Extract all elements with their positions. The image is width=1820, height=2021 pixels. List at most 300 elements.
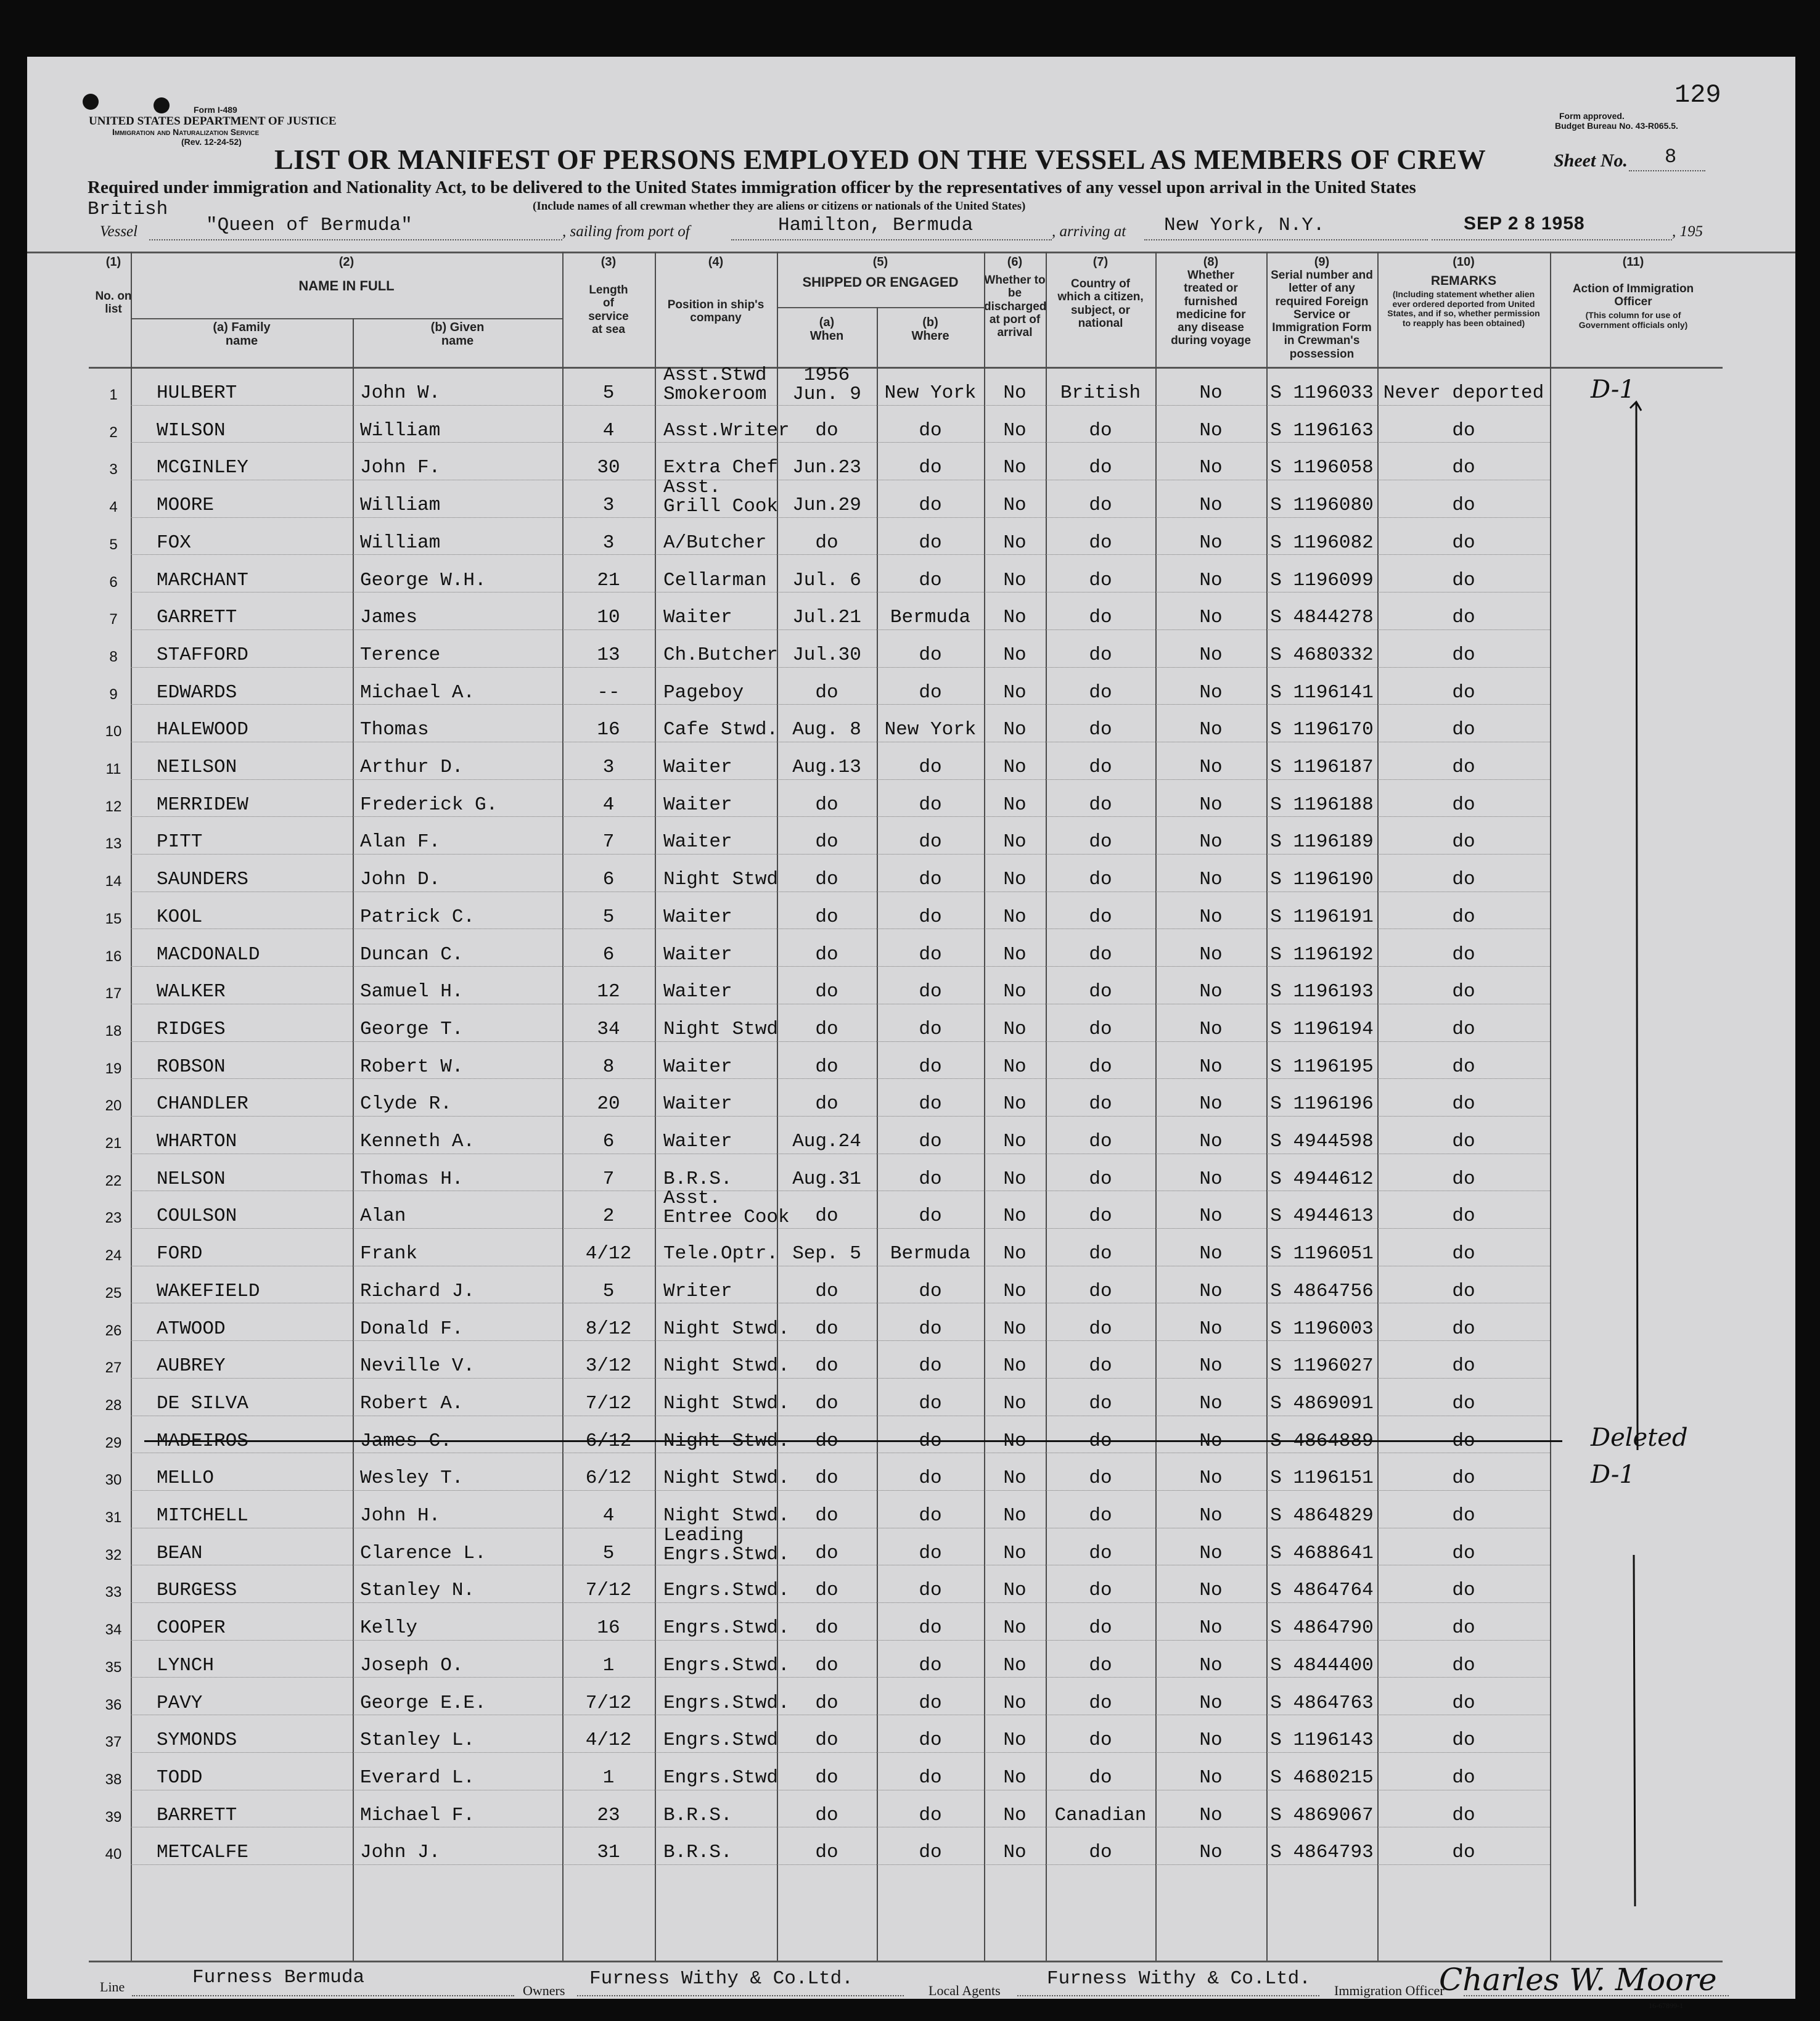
discharged-cell (984, 1117, 1046, 1155)
serial-number: S 4864763 (1270, 1692, 1374, 1714)
given-name-cell (360, 1791, 562, 1829)
row-number-cell (89, 1491, 138, 1529)
country: do (1089, 1318, 1112, 1340)
remarks: do (1452, 419, 1475, 441)
length-of-service-cell (562, 1828, 655, 1866)
family-name-cell (157, 1192, 353, 1229)
shipped-when-cell (777, 1604, 877, 1641)
discharged-cell (984, 1529, 1046, 1567)
table-row (27, 1155, 1795, 1192)
medicine-cell (1155, 369, 1266, 406)
row-number-cell (89, 1641, 138, 1679)
position: B.R.S. (663, 1842, 732, 1864)
discharged: No (1003, 1842, 1027, 1864)
family-name: MACDONALD (157, 943, 260, 965)
table-row (27, 1342, 1795, 1379)
length-of-service-cell (562, 967, 655, 1005)
medicine: No (1199, 793, 1223, 816)
country-cell (1046, 481, 1155, 519)
country: do (1089, 607, 1112, 629)
medicine-cell (1155, 1005, 1266, 1043)
family-name-cell (157, 593, 353, 631)
sailing-label: , sailing from port of (562, 223, 690, 240)
shipped-when-cell (777, 519, 877, 556)
discharged: No (1003, 869, 1027, 891)
length-of-service-cell (562, 1716, 655, 1753)
medicine-cell (1155, 1379, 1266, 1417)
given-name-cell (360, 1080, 562, 1117)
length-of-service-cell (562, 631, 655, 668)
shipped-when-cell (777, 743, 877, 781)
immigration-action-cell (1591, 369, 1714, 406)
given-name: Kenneth A. (360, 1131, 475, 1152)
given-name: William (360, 419, 441, 441)
remarks: do (1452, 756, 1475, 778)
length-of-service-cell (562, 1566, 655, 1604)
length-of-service: 3 (602, 756, 615, 778)
punch-hole (83, 94, 99, 110)
position-line-1: Asst. (663, 477, 721, 499)
discharged: No (1003, 1692, 1027, 1714)
discharged: No (1003, 1318, 1027, 1340)
length-of-service: 3 (602, 531, 615, 554)
length-of-service-cell (562, 406, 655, 444)
shipped-where-cell (877, 1305, 984, 1342)
discharged-cell (984, 930, 1046, 968)
sheet-number: 8 (1665, 146, 1677, 168)
position-cell (663, 1524, 790, 1567)
shipped-when-cell (777, 406, 877, 444)
remarks-cell (1377, 1229, 1550, 1267)
row-number-cell (89, 855, 138, 893)
remarks: do (1452, 1243, 1475, 1265)
discharged-cell (984, 1417, 1046, 1454)
table-row (27, 1005, 1795, 1043)
given-name-cell (360, 556, 562, 594)
serial-number: S 4864790 (1270, 1617, 1374, 1639)
table-row (27, 1679, 1795, 1716)
shipped-when: do (815, 1580, 838, 1602)
discharged: No (1003, 1804, 1027, 1826)
country-cell (1046, 855, 1155, 893)
col-6-header: Whether to be discharged at port of arrival (984, 274, 1047, 340)
row-rule (131, 554, 1550, 555)
given-name: Wesley T. (360, 1467, 464, 1490)
country: do (1089, 644, 1112, 666)
family-name: PAVY (157, 1692, 203, 1714)
serial-number-cell (1266, 1753, 1377, 1791)
shipped-where: do (919, 1617, 942, 1639)
serial-number: S 1196141 (1270, 681, 1374, 703)
serial-number: S 1196151 (1270, 1467, 1374, 1490)
table-row (27, 1641, 1795, 1679)
shipped-when-cell (777, 1080, 877, 1117)
table-row (27, 1566, 1795, 1604)
position-cell (663, 1155, 777, 1192)
row-number: 10 (105, 723, 122, 740)
row-number-cell (89, 443, 138, 481)
row-number-cell (89, 1417, 138, 1454)
table-row (27, 1454, 1795, 1491)
shipped-where-cell (877, 1155, 984, 1192)
remarks-cell (1377, 519, 1550, 556)
given-name: Alan F. (360, 831, 441, 853)
table-row (27, 1753, 1795, 1791)
medicine: No (1199, 1131, 1223, 1152)
country: do (1089, 756, 1112, 778)
shipped-where: do (919, 1355, 942, 1377)
shipped-when-cell (777, 593, 877, 631)
shipped-where-cell (877, 1229, 984, 1267)
shipped-when: do (815, 419, 838, 441)
family-name: BURGESS (157, 1580, 237, 1602)
table-row (27, 1379, 1795, 1417)
shipped-when: do (815, 1467, 838, 1490)
length-of-service: 5 (602, 382, 615, 404)
position: A/Butcher (663, 531, 767, 554)
shipped-where: do (919, 1842, 942, 1864)
row-number-cell (89, 1267, 138, 1305)
col-9-number: (9) (1314, 255, 1330, 269)
discharged-cell (984, 443, 1046, 481)
discharged: No (1003, 1580, 1027, 1602)
family-name-cell (157, 1417, 353, 1454)
shipped-when-cell (777, 1417, 877, 1454)
discharged: No (1003, 793, 1027, 816)
medicine-cell (1155, 1604, 1266, 1641)
length-of-service-cell (562, 1417, 655, 1454)
shipped-when-cell (777, 1043, 877, 1080)
row-rule (131, 816, 1550, 817)
discharged-cell (984, 593, 1046, 631)
serial-number-cell (1266, 1604, 1377, 1641)
family-name-cell (157, 369, 353, 406)
country-cell (1046, 1155, 1155, 1192)
length-of-service-cell (562, 1117, 655, 1155)
medicine-cell (1155, 556, 1266, 594)
shipped-when-cell (777, 668, 877, 706)
medicine-cell (1155, 519, 1266, 556)
serial-number-cell (1266, 967, 1377, 1005)
shipped-where: New York (884, 382, 977, 404)
medicine: No (1199, 831, 1223, 853)
remarks: do (1452, 831, 1475, 853)
given-name-cell (360, 1641, 562, 1679)
family-name: STAFFORD (157, 644, 248, 666)
remarks: do (1452, 1766, 1475, 1789)
length-of-service: 30 (597, 457, 620, 479)
given-name-cell (360, 1716, 562, 1753)
serial-number-cell (1266, 1305, 1377, 1342)
remarks: do (1452, 1729, 1475, 1752)
position-cell (663, 1229, 777, 1267)
shipped-where: do (919, 1467, 942, 1490)
country-cell (1046, 668, 1155, 706)
given-name-cell (360, 1117, 562, 1155)
position: Waiter (663, 981, 732, 1003)
position: Extra Chef (663, 457, 779, 479)
shipped-when: do (815, 1318, 838, 1340)
country-cell (1046, 1117, 1155, 1155)
position-cell (663, 1417, 790, 1454)
length-of-service: 16 (597, 1617, 620, 1639)
col-9-header: Serial number and letter of any required Foreign Service or Immigration Form in Crewman's possession (1271, 269, 1373, 361)
punch-hole (154, 97, 170, 113)
shipped-where-cell (877, 1529, 984, 1567)
shipped-where-cell (877, 781, 984, 818)
country-cell (1046, 1679, 1155, 1716)
shipped-when: do (815, 1430, 838, 1452)
length-of-service-cell (562, 930, 655, 968)
medicine: No (1199, 756, 1223, 778)
remarks-cell (1377, 1417, 1550, 1454)
row-number: 25 (105, 1284, 122, 1302)
given-name: John F. (360, 457, 441, 479)
family-name: NELSON (157, 1168, 226, 1190)
medicine-cell (1155, 443, 1266, 481)
given-name-cell (360, 1379, 562, 1417)
row-number-cell (89, 668, 138, 706)
length-of-service-cell (562, 818, 655, 855)
row-number-cell (89, 1043, 138, 1080)
country: do (1089, 1430, 1112, 1452)
table-row (27, 1187, 1795, 1229)
serial-number: S 4680215 (1270, 1766, 1374, 1789)
serial-number-cell (1266, 443, 1377, 481)
length-of-service: 4 (602, 793, 615, 816)
shipped-where-cell (877, 1791, 984, 1829)
row-number-cell (89, 519, 138, 556)
family-name-cell (157, 1305, 353, 1342)
remarks-cell (1377, 1529, 1550, 1567)
table-row (27, 818, 1795, 855)
serial-number: S 4844400 (1270, 1654, 1374, 1676)
position: Ch.Butcher (663, 644, 779, 666)
family-name: TODD (157, 1766, 203, 1789)
shipped-when: do (815, 1505, 838, 1527)
given-name-cell (360, 631, 562, 668)
row-number: 20 (105, 1097, 122, 1115)
given-name: Joseph O. (360, 1654, 464, 1676)
discharged: No (1003, 1617, 1027, 1639)
vessel-nationality: British (88, 199, 168, 220)
row-number-cell (89, 1155, 138, 1192)
remarks: do (1452, 906, 1475, 928)
discharged-cell (984, 519, 1046, 556)
shipped-when-cell (777, 443, 877, 481)
given-name-cell (360, 1417, 562, 1454)
owners-label: Owners (523, 1983, 565, 1998)
family-name: MITCHELL (157, 1505, 248, 1527)
medicine-cell (1155, 1491, 1266, 1529)
shipped-where: do (919, 1654, 942, 1676)
position-cell (663, 1491, 790, 1529)
medicine-cell (1155, 631, 1266, 668)
discharged-cell (984, 1267, 1046, 1305)
length-of-service: 5 (602, 906, 615, 928)
row-number-cell (89, 1005, 138, 1043)
col-3-number: (3) (601, 255, 617, 269)
position: Engrs.Stwd. (663, 1580, 790, 1602)
shipped-where: do (919, 1430, 942, 1452)
serial-number: S 4944613 (1270, 1205, 1374, 1228)
length-of-service-cell (562, 1192, 655, 1229)
medicine: No (1199, 1093, 1223, 1115)
position: Night Stwd. (663, 1505, 790, 1527)
medicine-cell (1155, 818, 1266, 855)
country-cell (1046, 1491, 1155, 1529)
length-of-service-cell (562, 705, 655, 743)
row-number-cell (89, 406, 138, 444)
country-cell (1046, 1192, 1155, 1229)
page-number: 129 (1674, 80, 1721, 110)
position: Cellarman (663, 569, 767, 591)
table-row (27, 443, 1795, 481)
shipped-when-cell (777, 1716, 877, 1753)
row-number: 24 (105, 1247, 122, 1265)
family-name: MELLO (157, 1467, 215, 1490)
remarks: do (1452, 1280, 1475, 1302)
shipped-when-cell (777, 1117, 877, 1155)
position: Night Stwd. (663, 1355, 790, 1377)
immigration-action: D-1 (1591, 1461, 1635, 1490)
shipped-when-cell (777, 705, 877, 743)
shipped-when: do (815, 1392, 838, 1414)
shipped-where: do (919, 943, 942, 965)
row-rule (131, 1640, 1550, 1641)
family-name: WALKER (157, 981, 226, 1003)
row-rule (131, 1078, 1550, 1079)
country: do (1089, 681, 1112, 703)
shipped-when-line-1: 1956 (803, 364, 850, 386)
serial-number: S 1196082 (1270, 531, 1374, 554)
shipped-when: do (815, 1692, 838, 1714)
shipped-when-cell (777, 1342, 877, 1379)
form-number: Form I-489 (194, 105, 237, 115)
row-rule (131, 667, 1550, 668)
row-number: 16 (105, 948, 122, 965)
position: Night Stwd. (663, 1392, 790, 1414)
sailing-port: Hamilton, Bermuda (778, 215, 974, 236)
given-name: Terence (360, 644, 441, 666)
serial-number-cell (1266, 1043, 1377, 1080)
shipped-when-cell (777, 1679, 877, 1716)
position-cell (663, 1791, 777, 1829)
shipped-where-cell (877, 1828, 984, 1866)
row-number-cell (89, 1342, 138, 1379)
family-name-cell (157, 1342, 353, 1379)
row-number: 32 (105, 1546, 122, 1564)
col-2b-header: (b) Given name (430, 321, 485, 348)
discharged: No (1003, 1392, 1027, 1414)
family-name: MERRIDEW (157, 793, 248, 816)
table-row (27, 1229, 1795, 1267)
given-name-cell (360, 855, 562, 893)
length-of-service-cell (562, 855, 655, 893)
col-5-header: SHIPPED OR ENGAGED (802, 274, 959, 290)
position: Engrs.Stwd (663, 1729, 779, 1752)
remarks-cell (1377, 369, 1550, 406)
position-line-2: Engrs.Stwd. (663, 1543, 790, 1565)
remarks: do (1452, 1617, 1475, 1639)
remarks-cell (1377, 443, 1550, 481)
given-name: Clarence L. (360, 1542, 486, 1564)
col-1-header: No. on list (95, 290, 132, 316)
family-name: NEILSON (157, 756, 237, 778)
position-cell (663, 743, 777, 781)
medicine-cell (1155, 1267, 1266, 1305)
length-of-service-cell (562, 781, 655, 818)
shipped-when: do (815, 831, 838, 853)
table-row (27, 364, 1795, 406)
medicine-cell (1155, 1716, 1266, 1753)
row-number-cell (89, 556, 138, 594)
shipped-where-cell (877, 930, 984, 968)
shipped-when-cell (777, 1229, 877, 1267)
col-10-number: (10) (1453, 255, 1475, 269)
position-cell (663, 781, 777, 818)
table-row (27, 1524, 1795, 1567)
remarks-cell (1377, 1379, 1550, 1417)
remarks: do (1452, 1580, 1475, 1602)
medicine-cell (1155, 1454, 1266, 1491)
serial-number-cell (1266, 1679, 1377, 1716)
family-name: COULSON (157, 1205, 237, 1228)
remarks: do (1452, 943, 1475, 965)
shipped-where: do (919, 1392, 942, 1414)
country: do (1089, 1654, 1112, 1676)
remarks-cell (1377, 406, 1550, 444)
table-row (27, 556, 1795, 594)
family-name-cell (157, 818, 353, 855)
position-cell (663, 477, 779, 519)
family-name-cell (157, 1529, 353, 1567)
table-row (27, 743, 1795, 781)
given-name: Neville V. (360, 1355, 475, 1377)
shipped-where-cell (877, 406, 984, 444)
local-agents-label: Local Agents (928, 1983, 1001, 1998)
table-row (27, 477, 1795, 519)
family-name-cell (157, 1641, 353, 1679)
position: Night Stwd. (663, 1430, 790, 1452)
remarks: do (1452, 1542, 1475, 1564)
discharged-cell (984, 406, 1046, 444)
table-row (27, 930, 1795, 968)
given-name: George W.H. (360, 569, 486, 591)
given-name: Duncan C. (360, 943, 464, 965)
row-number: 30 (105, 1472, 122, 1489)
remarks: do (1452, 869, 1475, 891)
shipped-when: Jul.30 (792, 644, 861, 666)
position: Engrs.Stwd. (663, 1617, 790, 1639)
remarks-cell (1377, 893, 1550, 930)
position-cell (663, 1753, 777, 1791)
country: do (1089, 1542, 1112, 1564)
discharged: No (1003, 906, 1027, 928)
country: do (1089, 1280, 1112, 1302)
remarks-cell (1377, 781, 1550, 818)
family-name: AUBREY (157, 1355, 226, 1377)
medicine: No (1199, 1467, 1223, 1490)
shipped-when-cell (777, 1305, 877, 1342)
row-rule (131, 1228, 1550, 1229)
country: do (1089, 1692, 1112, 1714)
row-number: 26 (105, 1322, 122, 1339)
medicine-cell (1155, 743, 1266, 781)
medicine-cell (1155, 893, 1266, 930)
family-name-cell (157, 1080, 353, 1117)
remarks-cell (1377, 1716, 1550, 1753)
